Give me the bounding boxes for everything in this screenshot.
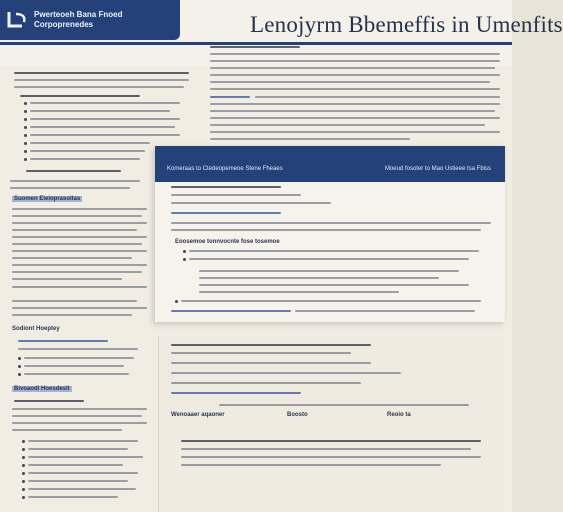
subheading: Sodiont Hoeptey — [12, 326, 60, 332]
organization-logo — [0, 0, 180, 40]
page-title: Lenojyrm Bbemeffis in Umenfits — [250, 12, 563, 37]
lower-column-1: Wenoaaer aqaoner — [171, 412, 225, 418]
header-divider — [0, 42, 512, 45]
lower-column-3: Reoio ta — [387, 412, 411, 418]
logo-line-1: Pwerteoeh Bana Fnoed — [34, 10, 123, 19]
logo-icon — [6, 8, 28, 30]
panel-title-right: Moeud fosoter to Mao Ustieee tsa Fbiss — [384, 166, 491, 172]
panel-item-label: Eoosemoe tonnvocnte fose tosemoe — [175, 239, 280, 245]
section-label: Bivoaodl Hoesdeslt — [14, 386, 70, 392]
lower-panel — [158, 336, 503, 512]
logo-text — [34, 10, 122, 30]
overlay-panel — [155, 146, 505, 322]
panel-title-left: Komeraas to Ctedeopemeoe Stene Fheaes — [167, 166, 283, 172]
lower-column-2: Boosto — [287, 412, 308, 418]
logo-line-2: Corpoprenedes — [34, 20, 94, 29]
document-header — [0, 0, 563, 66]
panel-header-bar — [155, 146, 505, 182]
section-heading: Suomen Eleioprasoitas — [14, 196, 81, 202]
